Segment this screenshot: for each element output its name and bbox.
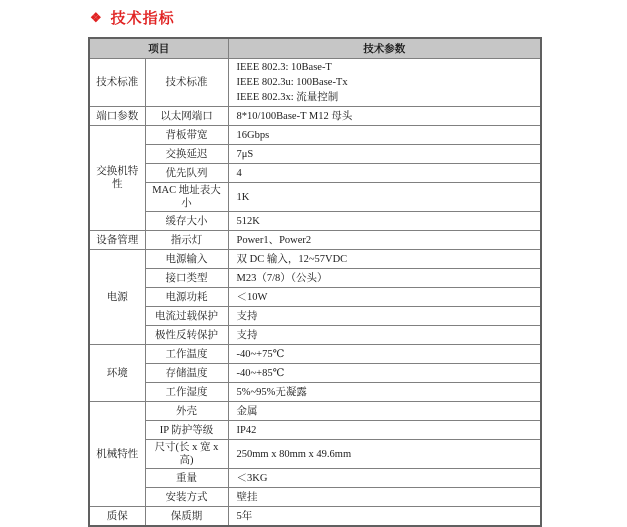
table-row (89, 288, 541, 307)
param-label-cell: 电流过载保护 (145, 307, 228, 326)
table-row (89, 250, 541, 269)
table-row (89, 107, 541, 126)
param-label-cell: 安装方式 (145, 488, 228, 507)
group-label-cell: 机械特性 (89, 402, 145, 507)
param-label-cell: 缓存大小 (145, 212, 228, 231)
param-value-line: 支持 (236, 329, 258, 341)
param-value-line: ＜10W (236, 291, 268, 303)
param-value-cell (228, 488, 541, 507)
param-value-line: IP42 (236, 424, 257, 436)
section-title (90, 7, 175, 28)
param-value-cell (228, 402, 541, 421)
param-label-cell: 尺寸(长 x 宽 x 高) (145, 440, 228, 469)
table-row (89, 307, 541, 326)
param-value-cell (228, 383, 541, 402)
param-label-cell: 优先队列 (145, 164, 228, 183)
diamond-bullet-icon: ❖ (90, 10, 102, 25)
param-value-line: 16Gbps (236, 129, 270, 141)
param-value-cell (228, 421, 541, 440)
param-value-cell (228, 126, 541, 145)
param-value-line: M23（7/8）（公头） (236, 272, 328, 284)
spec-table-body (89, 59, 541, 527)
param-label-cell: 背板带宽 (145, 126, 228, 145)
param-value-line: IEEE 802.3x: 流量控制 (236, 92, 339, 103)
param-label-cell: 以太网端口 (145, 107, 228, 126)
param-value-cell (228, 345, 541, 364)
param-value-line: 支持 (236, 310, 258, 322)
table-row (89, 269, 541, 288)
table-row (89, 364, 541, 383)
param-value-cell (228, 107, 541, 126)
param-label-cell: 接口类型 (145, 269, 228, 288)
param-label-cell: 电源功耗 (145, 288, 228, 307)
param-value-line: IEEE 802.3: 10Base-T (236, 62, 332, 73)
group-label-cell: 设备管理 (89, 231, 145, 250)
param-value-cell (228, 231, 541, 250)
param-value-cell (228, 59, 541, 107)
param-label-cell: 保质期 (145, 507, 228, 527)
param-value-cell (228, 212, 541, 231)
group-label-cell: 环境 (89, 345, 145, 402)
param-value-line: -40~+75℃ (236, 348, 285, 360)
table-row (89, 488, 541, 507)
header-cell-item: 项目 (89, 38, 228, 59)
group-label-cell: 交换机特性 (89, 126, 145, 231)
group-label-cell: 电源 (89, 250, 145, 345)
table-row (89, 421, 541, 440)
param-label-cell: 工作温度 (145, 345, 228, 364)
param-value-line: 双 DC 输入，12~57VDC (236, 253, 348, 265)
table-header-row (89, 38, 541, 59)
param-value-cell (228, 145, 541, 164)
spec-table (88, 37, 542, 527)
table-row (89, 345, 541, 364)
param-label-cell: MAC 地址表大小 (145, 183, 228, 212)
param-value-line: 7μS (236, 148, 254, 160)
param-label-cell: 重量 (145, 469, 228, 488)
param-value-line: Power1、Power2 (236, 234, 312, 246)
param-value-line: 512K (236, 215, 260, 227)
param-label-cell: 交换延迟 (145, 145, 228, 164)
table-row (89, 212, 541, 231)
table-row (89, 440, 541, 469)
table-row (89, 164, 541, 183)
table-row (89, 231, 541, 250)
param-value-line: 5年 (236, 510, 253, 522)
param-value-line: 5%~95%无凝露 (236, 386, 307, 398)
table-row (89, 145, 541, 164)
param-value-cell (228, 469, 541, 488)
header-cell-param: 技术参数 (228, 38, 541, 59)
param-value-cell (228, 440, 541, 469)
table-row (89, 183, 541, 212)
table-row (89, 507, 541, 527)
param-label-cell: 存储温度 (145, 364, 228, 383)
param-label-cell: 指示灯 (145, 231, 228, 250)
param-label-cell: 技术标准 (145, 59, 228, 107)
param-value-cell (228, 507, 541, 527)
param-value-line: 壁挂 (236, 491, 258, 503)
param-value-cell (228, 164, 541, 183)
param-value-cell (228, 288, 541, 307)
param-value-cell (228, 326, 541, 345)
param-value-cell (228, 364, 541, 383)
param-label-cell: 极性反转保护 (145, 326, 228, 345)
param-label-cell: 外壳 (145, 402, 228, 421)
group-label-cell: 技术标准 (89, 59, 145, 107)
param-value-line: IEEE 802.3u: 100Base-Tx (236, 77, 348, 88)
group-label-cell: 质保 (89, 507, 145, 527)
param-value-cell (228, 269, 541, 288)
table-row (89, 59, 541, 107)
section-title-text: 技术指标 (110, 10, 175, 27)
param-value-cell (228, 250, 541, 269)
param-value-line: 金属 (236, 405, 258, 417)
param-value-line: 4 (236, 167, 242, 179)
param-value-cell (228, 183, 541, 212)
param-value-line: 8*10/100Base-T M12 母头 (236, 110, 353, 122)
table-row (89, 469, 541, 488)
param-value-line: -40~+85℃ (236, 367, 285, 379)
table-row (89, 402, 541, 421)
table-row (89, 126, 541, 145)
table-row (89, 383, 541, 402)
table-row (89, 326, 541, 345)
group-label-cell: 端口参数 (89, 107, 145, 126)
param-label-cell: 电源输入 (145, 250, 228, 269)
param-label-cell: 工作湿度 (145, 383, 228, 402)
param-value-cell (228, 307, 541, 326)
param-label-cell: IP 防护等级 (145, 421, 228, 440)
param-value-line: ＜3KG (236, 472, 268, 484)
param-value-line: 1K (236, 191, 250, 203)
param-value-line: 250mm x 80mm x 49.6mm (236, 448, 352, 460)
